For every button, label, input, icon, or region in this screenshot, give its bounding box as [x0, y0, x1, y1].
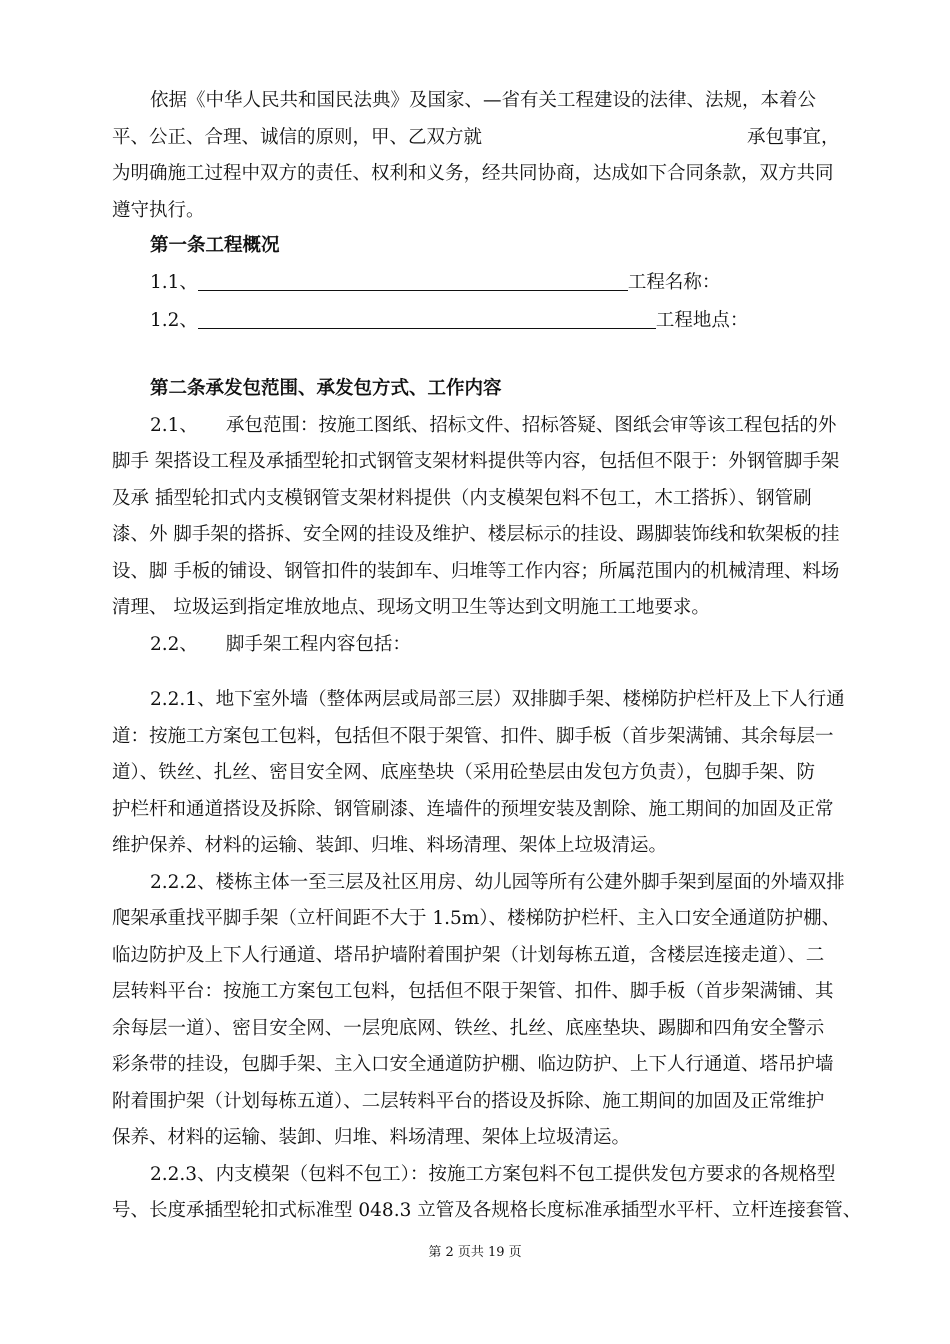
intro-line-2b: 承包事宜，	[747, 126, 840, 148]
section-2-2-line: 2.2、 脚手架工程内容包括：	[150, 633, 411, 655]
project-location-row	[112, 303, 877, 340]
section-2-2-2-line-7: 附着围护架（计划每栋五道）、二层转料平台的搭设及拆除、施工期间的加固及正常维护	[112, 1090, 825, 1112]
project-name-label: 工程名称：	[627, 271, 721, 293]
intro-line-4: 遵守执行。	[112, 199, 205, 221]
section-2-2-1	[112, 682, 877, 1230]
section-2-1-line-5: 设、脚 手板的铺设、钢管扣件的装卸车、归堆等工作内容；所属范围内的机械清理、料场	[112, 560, 840, 582]
intro-line-3: 为明确施工过程中双方的责任、权利和义务，经共同协商，达成如下合同条款，双方共同	[112, 163, 834, 184]
section-2-2-2-line-5: 余每层一道）、密目安全网、一层兜底网、铁丝、扎丝、底座垫块、踢脚和四角安全警示	[112, 1017, 825, 1039]
section-2-2-2-line-8: 保养、材料的运输、装卸、归堆、料场清理、架体上垃圾清运。	[112, 1127, 631, 1148]
item-1-1-number: 1.1、	[150, 271, 198, 293]
intro-line-1: 依据《中华人民共和国民法典》及国家、—省有关工程建设的法律、法规，本着公	[150, 90, 817, 111]
intro-paragraph	[112, 83, 877, 229]
section-2-2-1-line-1: 2.2.1、地下室外墙（整体两层或局部三层）双排脚手架、楼梯防护栏杆及上下人行通	[150, 689, 845, 710]
section-2-2-2-line-1: 2.2.2、楼栋主体一至三层及社区用房、幼儿园等所有公建外脚手架到屋面的外墙双排	[150, 871, 845, 893]
section-2-1-line-6: 清理、 垃圾运到指定堆放地点、现场文明卫生等达到文明施工工地要求。	[112, 597, 710, 618]
article-1	[112, 228, 877, 339]
section-2-1-line-3: 及承 插型轮扣式内支模钢管支架材料提供（内支模架包料不包工，木工搭拆）、钢管刷	[112, 487, 812, 509]
section-2-2-2-line-2: 爬架承重找平脚手架（立杆间距不大于 1.5m）、楼梯防护栏杆、主入口安全通道防护棚、	[112, 908, 841, 929]
project-location-label: 工程地点：	[655, 309, 749, 331]
section-2-2-2-line-3: 临边防护及上下人行通道、塔吊护墙附着围护架（计划每栋五道，含楼层连接走道）、二	[112, 944, 825, 966]
intro-line-2a: 平、公正、合理、诚信的原则，甲、乙双方就	[112, 126, 483, 148]
project-location-blank	[198, 306, 656, 329]
article-1-heading: 第一条工程概况	[150, 235, 280, 256]
item-1-2-number: 1.2、	[150, 309, 198, 331]
section-2-2-2-line-6: 彩条带的挂设，包脚手架、主入口安全通道防护棚、临边防护、上下人行通道、塔吊护墙	[112, 1054, 834, 1075]
section-2-1-line-1: 2.1、 承包范围：按施工图纸、招标文件、招标答疑、图纸会审等该工程包括的外	[150, 414, 837, 436]
section-2-2-1-line-2: 道：按施工方案包工包料，包括但不限于架管、扣件、脚手板（首步架满铺、其余每层一	[112, 725, 834, 747]
section-2-1-number: 2.1、	[150, 414, 198, 436]
section-2-1-line-4: 漆、外 脚手架的搭拆、安全网的挂设及维护、楼层标示的挂设、踢脚装饰线和软架板的挂	[112, 524, 840, 545]
section-2-2-1-line-3: 道）、铁丝、扎丝、密目安全网、底座垫块（采用砼垫层由发包方负责），包脚手架、防	[112, 762, 816, 783]
section-2-2-2-line-4: 层转料平台：按施工方案包工包料，包括但不限于架管、扣件、脚手板（首步架满铺、其	[112, 981, 834, 1002]
project-name-row	[112, 265, 877, 303]
section-2-2-3-line-2: 号、长度承插型轮扣式标准型 048.3 立管及各规格长度标准承插型水平杆、立杆连接套管、	[112, 1200, 862, 1221]
section-2-2-3-line-1: 2.2.3、内支模架（包料不包工）：按施工方案包料不包工提供发包方要求的各规格型	[150, 1163, 836, 1185]
article-2	[112, 371, 877, 671]
intro-line-2	[112, 120, 877, 157]
section-2-2-1-line-5: 维护保养、材料的运输、装卸、归堆、料场清理、架体上垃圾清运。	[112, 835, 668, 856]
section-2-2-1-line-4: 护栏杆和通道搭设及拆除、钢管刷漆、连墙件的预埋安装及割除、施工期间的加固及正常	[112, 798, 834, 820]
page-number-footer: 第 2 页共 19 页	[428, 1245, 522, 1260]
article-2-heading: 第二条承发包范围、承发包方式、工作内容	[150, 378, 502, 399]
section-2-1-line-2: 脚手 架搭设工程及承插型轮扣式钢管支架材料提供等内容，包括但不限于：外钢管脚手架	[112, 451, 840, 472]
project-name-blank	[198, 268, 628, 291]
section-2-2-number: 2.2、	[150, 633, 198, 655]
